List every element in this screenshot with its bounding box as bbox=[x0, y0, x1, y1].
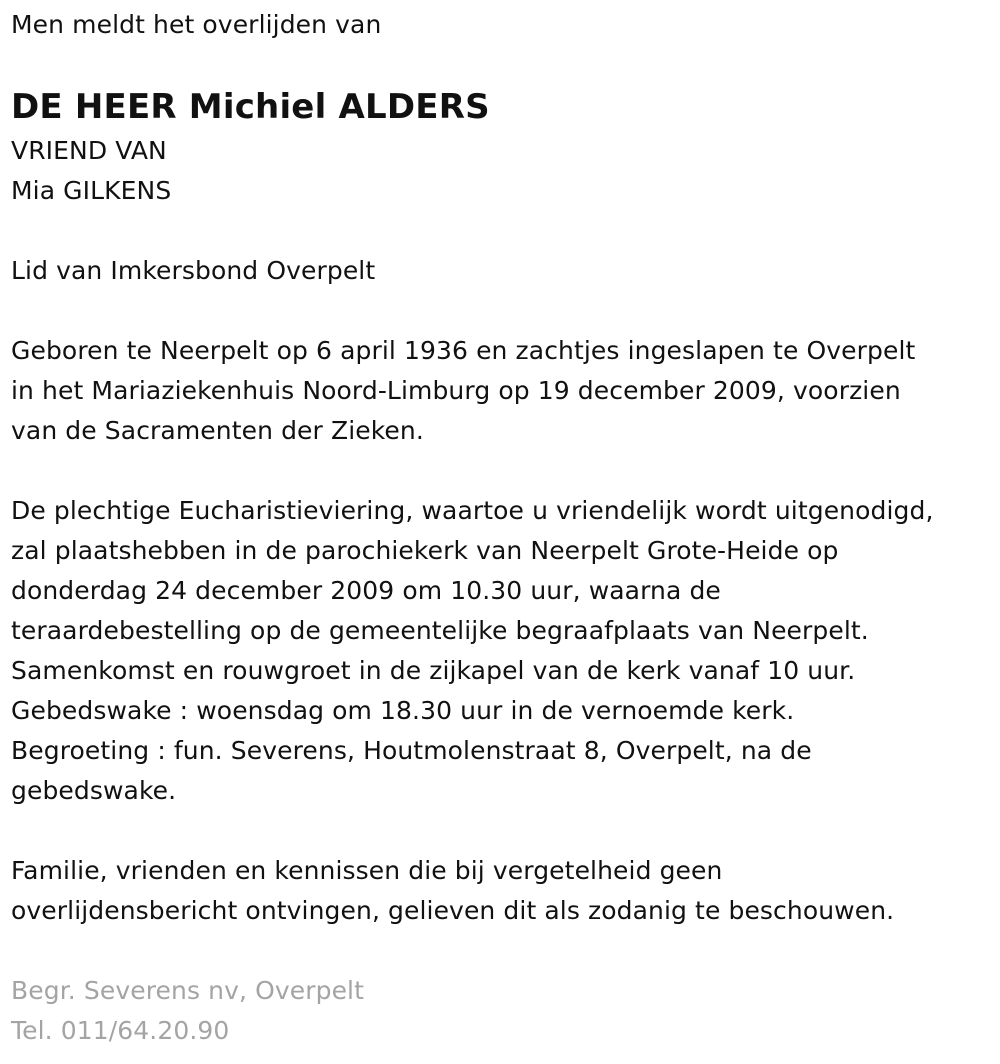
birth-paragraph bbox=[11, 331, 996, 451]
relation-label: VRIEND VAN bbox=[11, 136, 167, 165]
paragraph-line: Familie, vrienden en kennissen die bij vergetelheid geen bbox=[11, 856, 723, 885]
spacer bbox=[11, 211, 996, 251]
relation-name: Mia GILKENS bbox=[11, 176, 172, 205]
paragraph-line: De plechtige Eucharistieviering, waartoe u vriendelijk wordt uitgenodigd, bbox=[11, 496, 934, 525]
paragraph-line: Gebedswake : woensdag om 18.30 uur in de vernoemde kerk. bbox=[11, 696, 795, 725]
funeral-home-name: Begr. Severens nv, Overpelt bbox=[11, 976, 364, 1005]
funeral-home-phone: Tel. 011/64.20.90 bbox=[11, 1016, 230, 1045]
paragraph-line: teraardebestelling op de gemeentelijke begraafplaats van Neerpelt. bbox=[11, 616, 869, 645]
funeral-home-footer bbox=[11, 971, 996, 1051]
paragraph-line: gebedswake. bbox=[11, 776, 177, 805]
membership-text: Lid van Imkersbond Overpelt bbox=[11, 256, 376, 285]
ceremony-paragraph bbox=[11, 491, 996, 811]
paragraph-line: zal plaatshebben in de parochiekerk van Neerpelt Grote-Heide op bbox=[11, 536, 839, 565]
spacer bbox=[11, 451, 996, 491]
paragraph-line: Begroeting : fun. Severens, Houtmolenstraat 8, Overpelt, na de bbox=[11, 736, 812, 765]
paragraph-line: van de Sacramenten der Zieken. bbox=[11, 416, 424, 445]
paragraph-line: Geboren te Neerpelt op 6 april 1936 en zachtjes ingeslapen te Overpelt bbox=[11, 336, 916, 365]
spacer bbox=[11, 811, 996, 851]
paragraph-line: overlijdensbericht ontvingen, gelieven dit als zodanig te beschouwen. bbox=[11, 896, 895, 925]
paragraph-line: donderdag 24 december 2009 om 10.30 uur, waarna de bbox=[11, 576, 721, 605]
spacer bbox=[11, 931, 996, 971]
paragraph-line: Samenkomst en rouwgroet in de zijkapel van de kerk vanaf 10 uur. bbox=[11, 656, 856, 685]
death-announcement bbox=[11, 0, 996, 1051]
spacer bbox=[11, 291, 996, 331]
paragraph-line: in het Mariaziekenhuis Noord-Limburg op 19 december 2009, voorzien bbox=[11, 376, 901, 405]
closing-paragraph bbox=[11, 851, 996, 931]
intro-text: Men meldt het overlijden van bbox=[11, 10, 382, 39]
deceased-name: DE HEER Michiel ALDERS bbox=[11, 87, 490, 127]
